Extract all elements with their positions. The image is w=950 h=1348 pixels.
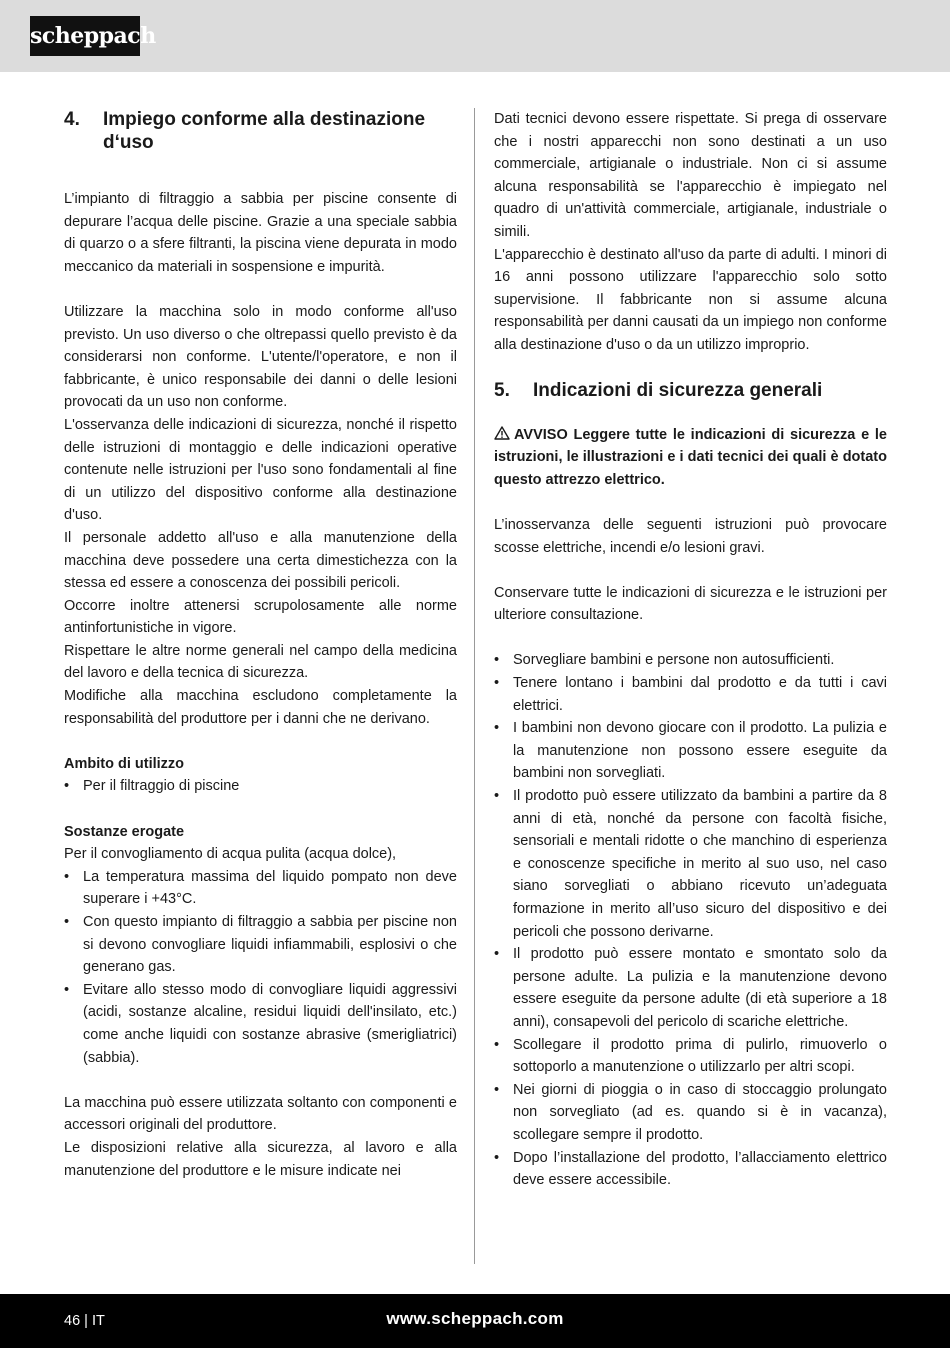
bullet: • [494, 652, 500, 669]
paragraph: Conservare tutte le indicazioni di sicurezza e le istruzioni per ulteriore consultazione. [494, 584, 887, 624]
list-item [494, 785, 887, 943]
bullet: • [494, 675, 500, 692]
header-band [0, 0, 950, 72]
left-column [64, 108, 457, 1182]
section-title: Indicazioni di sicurezza generali [533, 379, 823, 401]
paragraph: L’impianto di filtraggio a sabbia per piscine consente di depurare l’acqua delle piscine. Grazie a una speciale sabbia di quarzo o a sfere filtranti, la piscina viene depurata in modo meccanico da materiali in sospensione e impurità. [64, 191, 457, 275]
warning-text: AVVISO Leggere tutte le indicazioni di sicurezza e le istruzioni, le illustrazioni e i dati tecnici dei quali è dotato questo attrezzo elettrico. [494, 426, 887, 488]
list-item [64, 775, 457, 798]
list-item [64, 866, 457, 911]
list-item [494, 943, 887, 1033]
list-item-text: Nei giorni di pioggia o in caso di stoccaggio prolungato non sorvegliato (ad es. quando si è in vacanza), scollegare sempre il prodotto. [513, 1081, 887, 1143]
section-5-heading [494, 379, 887, 402]
paragraph: Le disposizioni relative alla sicurezza, al lavoro e alla manutenzione del produttore e le misure indicate nei [64, 1139, 457, 1179]
subheading-substances: Sostanze erogate [64, 823, 185, 840]
subheading-usage-scope: Ambito di utilizzo [64, 755, 185, 772]
list-item-text: Il prodotto può essere utilizzato da bambini a partire da 8 anni di età, nonché da persone con facoltà fisiche, sensoriali e mentali ridotte o che manchino di esperienza e conoscenze specifiche in merito al suo uso, nel caso siano sorvegliati o abbiano ricevuto un’adeguata formazione in merito all’uso sicuro del dispositivo e dei pericoli che possono derivarne. [513, 788, 887, 940]
list-item-text: Dopo l’installazione del prodotto, l’allacciamento elettrico deve essere accessibile. [513, 1149, 887, 1189]
paragraph: Dati tecnici devono essere rispettate. Si prega di osservare che i nostri apparecchi non sono destinati a un uso commerciale, artigianale o industriale. Non ci si assume alcuna responsabilità se l'apparecchio è impiegato nel quadro di un'attività commerciale, artigianale, industriale o simili. [494, 111, 887, 240]
bullet: • [64, 868, 70, 885]
list-item [64, 911, 457, 979]
scheppach-logo: scheppach [30, 16, 140, 56]
column-divider [474, 108, 475, 1264]
paragraph: Rispettare le altre norme generali nel campo della medicina del lavoro e della tecnica di sicurezza. [64, 642, 457, 682]
bullet: • [494, 720, 500, 737]
list-item [494, 672, 887, 717]
paragraph: Occorre inoltre attenersi scrupolosamente alle norme antinfortunistiche in vigore. [64, 597, 457, 637]
list-item [494, 1147, 887, 1192]
bullet: • [64, 981, 70, 998]
list-item [494, 1034, 887, 1079]
list-item-text: Per il filtraggio di piscine [83, 778, 240, 795]
paragraph: L'apparecchio è destinato all'uso da parte di adulti. I minori di 16 anni possono utilizzare l'apparecchio solo sotto supervisione. Il fabbricante non si assume alcuna responsabilità per danni causati da un impiego non conforme alla destinazione d'uso o da un utilizzo improprio. [494, 246, 887, 353]
warning-block [494, 424, 887, 492]
list-item-text: Evitare allo stesso modo di convogliare liquidi aggressivi (acidi, sostanze alcaline, residui liquidi dell'insilato, etc.) come anche liquidi con sostanze abrasive (smerigliatrici) (sabbia). [83, 981, 457, 1066]
bullet: • [494, 1081, 500, 1098]
footer-bar [0, 1294, 950, 1348]
warning-triangle-icon [494, 426, 510, 440]
bullet: • [494, 946, 500, 963]
paragraph: L'osservanza delle indicazioni di sicurezza, nonché il rispetto delle istruzioni di montaggio e delle indicazioni operative contenute nelle istruzioni per l'uso sono fondamentali al fine di un utilizzo del dispositivo conforme alla destinazione d'uso. [64, 416, 457, 524]
paragraph: Per il convogliamento di acqua pulita (acqua dolce), [64, 846, 397, 863]
section-number: 5. [494, 379, 510, 401]
paragraph: L’inosservanza delle seguenti istruzioni può provocare scosse elettriche, incendi e/o lesioni gravi. [494, 516, 887, 556]
paragraph: La macchina può essere utilizzata soltanto con componenti e accessori originali del produttore. [64, 1094, 457, 1134]
list-item-text: Sorvegliare bambini e persone non autosufficienti. [513, 652, 835, 669]
list-item-text: La temperatura massima del liquido pompato non deve superare i +43°C. [83, 868, 457, 908]
list-item-text: Il prodotto può essere montato e smontato solo da persone adulte. La pulizia e la manutenzione devono essere eseguite da persone adulte (di età superiore a 18 anni), consapevoli del pericolo di scariche elettriche. [513, 946, 887, 1030]
list-item-text: Tenere lontano i bambini dal prodotto e da tutti i cavi elettrici. [513, 675, 887, 714]
list-item [64, 979, 457, 1069]
list-item [494, 649, 887, 672]
list-item-text: Con questo impianto di filtraggio a sabbia per piscine non si devono convogliare liquidi infiammabili, esplosivi o che generano gas. [83, 914, 457, 976]
bullet: • [494, 788, 500, 805]
paragraph: Modifiche alla macchina escludono completamente la responsabilità del produttore per i danni che ne derivano. [64, 688, 457, 727]
page-number: 46 | IT [64, 1313, 105, 1329]
right-column [494, 108, 887, 1192]
bullet: • [494, 1036, 500, 1053]
section-number: 4. [64, 109, 80, 130]
bullet: • [494, 1149, 500, 1166]
bullet: • [64, 778, 70, 795]
section-4-heading [64, 108, 457, 154]
list-item [494, 1079, 887, 1147]
paragraph: Utilizzare la macchina solo in modo conforme all'uso previsto. Un uso diverso o che oltrepassi quello previsto è da considerarsi non conforme. L'utente/l'operatore, e non il fabbricante, è unico responsabile dei danni o delle lesioni provocati da un uso non conforme. [64, 303, 457, 411]
website-link[interactable]: www.scheppach.com [386, 1309, 564, 1328]
list-item-text: Scollegare il prodotto prima di pulirlo, rimuoverlo o sottoporlo a manutenzione o utilizzarlo per altri scopi. [513, 1036, 887, 1076]
paragraph: Il personale addetto all'uso e alla manutenzione della macchina deve possedere una certa dimestichezza con la stessa ed essere a conoscenza dei possibili pericoli. [64, 529, 457, 592]
section-title: Impiego conforme alla destinazione d‘uso [103, 109, 426, 153]
list-item [494, 717, 887, 785]
list-item-text: I bambini non devono giocare con il prodotto. La pulizia e la manutenzione non possono essere eseguite da bambini non sorvegliati. [513, 720, 887, 782]
bullet: • [64, 914, 70, 930]
